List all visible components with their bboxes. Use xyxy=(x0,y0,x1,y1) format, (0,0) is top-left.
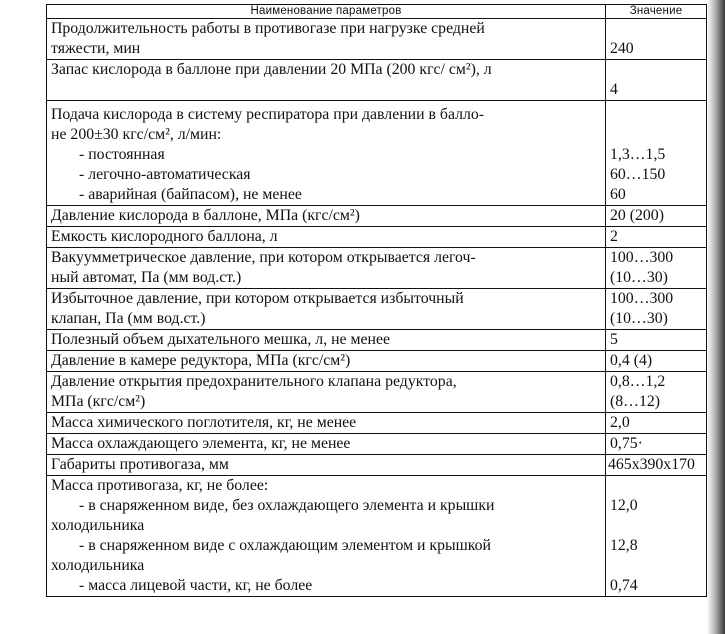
parameter-name xyxy=(47,413,606,434)
parameter-name-line: Масса противогаза, кг, не более: xyxy=(51,477,269,494)
parameter-subitem: - в снаряженном виде с охлаждающим элементом и крышкой xyxy=(79,537,491,554)
parameter-value-line: 2 xyxy=(610,228,618,245)
table-row xyxy=(47,476,707,597)
parameter-value xyxy=(606,101,707,206)
parameter-subitem: - в снаряженном виде, без охлаждающего элемента и крышки xyxy=(79,497,495,514)
parameter-name xyxy=(47,60,606,101)
table-row xyxy=(47,101,707,206)
parameter-name-line: Подача кислорода в систему респиратора при давлении в балло- xyxy=(51,106,485,123)
table-header-row xyxy=(47,5,707,19)
parameter-value xyxy=(606,413,707,434)
parameter-name xyxy=(47,206,606,227)
parameter-name xyxy=(47,455,606,476)
parameter-subitem-continuation: холодильника xyxy=(51,557,145,574)
parameter-name-line: Запас кислорода в баллоне при давлении 20 МПа (200 кгс/ см²), л xyxy=(51,61,492,78)
parameter-value xyxy=(606,330,707,351)
parameter-name-line: МПа (кгс/см²) xyxy=(51,393,146,410)
parameter-value-line: 12,8 xyxy=(610,537,638,554)
table-row xyxy=(47,289,707,330)
parameter-name xyxy=(47,372,606,413)
parameter-name-line: тяжести, мин xyxy=(51,40,141,57)
table-row xyxy=(47,455,707,476)
table-row xyxy=(47,19,707,60)
table-row xyxy=(47,413,707,434)
parameter-value xyxy=(606,372,707,413)
parameter-value-line: 240 xyxy=(610,40,634,57)
parameter-value xyxy=(606,19,707,60)
parameter-value-line: 2,0 xyxy=(610,414,630,431)
parameter-value xyxy=(606,227,707,248)
parameter-value-line: (10…30) xyxy=(610,310,668,327)
parameter-subitem-continuation: холодильника xyxy=(51,517,145,534)
parameter-name xyxy=(47,434,606,455)
parameter-value-line: 60 xyxy=(610,186,626,203)
scan-edge-shadow xyxy=(707,0,725,634)
parameter-value-line: 0,8…1,2 xyxy=(610,373,666,390)
header-parameter-name: Наименование параметров xyxy=(47,5,606,19)
parameter-name-line: Полезный объем дыхательного мешка, л, не менее xyxy=(51,331,390,348)
parameter-name-line: не 200±30 кгс/см², л/мин: xyxy=(51,126,222,143)
parameter-value-line: 465x390x170 xyxy=(608,456,695,473)
parameter-name-line: Вакуумметрическое давление, при котором открывается легоч- xyxy=(51,249,476,266)
parameter-value-line: 0,4 (4) xyxy=(610,352,653,369)
parameter-value xyxy=(606,434,707,455)
parameter-value-line: 5 xyxy=(610,331,618,348)
parameter-value-line: 60…150 xyxy=(610,166,666,183)
parameter-value xyxy=(606,476,707,597)
parameter-subitem: - легочно-автоматическая xyxy=(79,166,251,183)
parameter-value-line: (8…12) xyxy=(610,393,661,410)
parameter-name-line: Давление кислорода в баллоне, МПа (кгс/см²) xyxy=(51,207,360,224)
parameter-name-line: Продолжительность работы в противогазе при нагрузке средней xyxy=(51,20,485,37)
parameter-name xyxy=(47,351,606,372)
parameter-name xyxy=(47,476,606,597)
table-row xyxy=(47,330,707,351)
table-row xyxy=(47,227,707,248)
table-row xyxy=(47,206,707,227)
parameter-name-line: Давление в камере редуктора, МПа (кгс/см²) xyxy=(51,352,351,369)
parameter-name-line: клапан, Па (мм вод.ст.) xyxy=(51,310,206,327)
header-value: Значение xyxy=(606,5,707,19)
parameter-value-line: 100…300 xyxy=(610,249,674,266)
parameter-value xyxy=(606,206,707,227)
parameter-name-line: Габариты противогаза, мм xyxy=(51,456,229,473)
parameter-value-line: 0,75· xyxy=(610,435,643,452)
parameter-value-line: 100…300 xyxy=(610,290,674,307)
table-row xyxy=(47,248,707,289)
parameter-value xyxy=(606,455,707,476)
parameter-name xyxy=(47,19,606,60)
parameter-value xyxy=(606,351,707,372)
parameter-value-line: 1,3…1,5 xyxy=(610,146,666,163)
table-row xyxy=(47,434,707,455)
parameter-subitem: - постоянная xyxy=(79,146,165,163)
parameter-name xyxy=(47,330,606,351)
parameter-subitem: - масса лицевой части, кг, не более xyxy=(79,577,313,594)
parameter-value-line: 0,74 xyxy=(610,577,638,594)
parameter-name-line: Емкость кислородного баллона, л xyxy=(51,228,278,245)
table-row xyxy=(47,351,707,372)
parameter-value-line: 4 xyxy=(610,81,618,98)
table-row xyxy=(47,372,707,413)
parameter-name xyxy=(47,248,606,289)
parameter-name xyxy=(47,227,606,248)
parameter-value xyxy=(606,289,707,330)
parameter-name-line: Давление открытия предохранительного клапана редуктора, xyxy=(51,373,457,390)
parameter-value-line: 12,0 xyxy=(610,497,638,514)
parameter-value-line: 20 (200) xyxy=(610,207,664,224)
parameter-value-line: (10…30) xyxy=(610,269,668,286)
parameter-value xyxy=(606,248,707,289)
parameter-name-line: Масса химического поглотителя, кг, не менее xyxy=(51,414,357,431)
table-row xyxy=(47,60,707,101)
parameter-name-line: Избыточное давление, при котором открывается избыточный xyxy=(51,290,464,307)
parameters-table xyxy=(46,4,707,597)
parameter-name xyxy=(47,289,606,330)
parameter-subitem: - аварийная (байпасом), не менее xyxy=(79,186,302,203)
parameter-name-line: ный автомат, Па (мм вод.ст.) xyxy=(51,269,242,286)
parameter-name-line: Масса охлаждающего элемента, кг, не менее xyxy=(51,435,351,452)
parameter-value xyxy=(606,60,707,101)
parameter-name xyxy=(47,101,606,206)
